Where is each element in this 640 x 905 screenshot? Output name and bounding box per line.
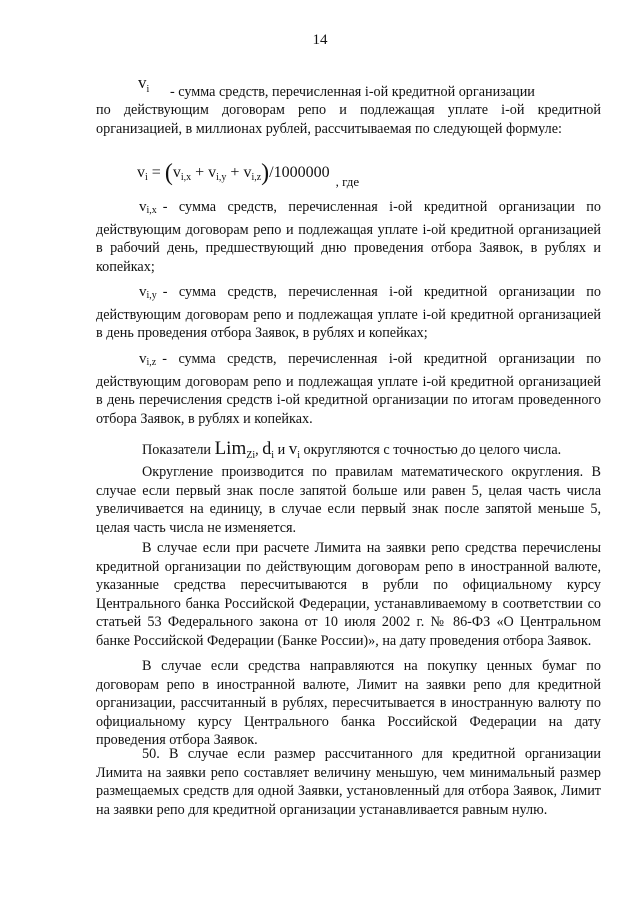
definition-z-sub: i,z (146, 357, 157, 368)
definition-y (96, 283, 601, 343)
definition-x-text: - сумма средств, перечисленная i-ой кредитной организации по действующим договорам репо и подлежащая уплате i-ой кредитной организацией в рабочий день, предшествующий дню проведения отбора Заявок, в рублях и копейках; (96, 199, 601, 275)
definition-x-v: v (139, 199, 147, 215)
formula-term-y: v (208, 164, 217, 181)
definition-x (96, 198, 601, 276)
definition-z (96, 350, 601, 428)
intro-rest: по действующим договорам репо и подлежащая уплате i-ой кредитной организацией, в миллионах рублей, рассчитываемая по следующей формуле: (96, 102, 601, 137)
formula (137, 160, 359, 187)
indicator-d-sub: i (271, 449, 275, 461)
formula-term-z: v (243, 164, 252, 181)
formula-term-y-sub: i,y (216, 172, 227, 183)
definition-z-symbol (139, 350, 156, 373)
definition-y-symbol (139, 283, 157, 306)
formula-divisor: /1000000 (269, 164, 330, 181)
indicator-v-sub: i (297, 449, 300, 461)
formula-term-x-sub: i,x (180, 172, 192, 183)
formula-eq: = (147, 164, 165, 181)
formula-term-x: v (172, 164, 181, 181)
paragraph-rounding: Округление производится по правилам математического округления. В случае если первый знак после запятой больше или равен 5, целая часть числа увеличивается на единицу, в случае если первый знак после запятой меньше 5, целая часть числа не изменяется. (96, 464, 601, 536)
formula-where: , где (335, 174, 360, 189)
paragraph-50: 50. В случае если размер рассчитанного для кредитной организации Лимита на заявки репо составляет величину меньшую, чем минимальный размер размещаемых средств для одной Заявки, установленный для отбора Заявок, Лимит на заявки репо для кредитной организации устанавливается равным нулю. (96, 746, 601, 818)
intro-symbol (138, 73, 149, 95)
formula-lhs: v (137, 164, 145, 181)
formula-plus-1: + (191, 164, 209, 181)
definition-y-text: - сумма средств, перечисленная i-ой кредитной организации по действующим договорам репо и подлежащая уплате i-ой кредитной организацией в день проведения отбора Заявок, в рублях и копейках; (96, 284, 601, 342)
formula-term-z-sub: i,z (251, 172, 262, 183)
intro-first-line: - сумма средств, перечисленная i-ой кредитной организации (170, 84, 535, 100)
indicator-v: v (288, 439, 298, 458)
paragraph-securities-purchase: В случае если средства направляются на покупку ценных бумаг по договорам репо в иностранной валюте, Лимит на заявки репо для кредитной организации, рассчитанный в рублях, пересчитывается в иностранную валюту по официальному курсу Центрального банка Российской Федерации на дату проведения отбора Заявок. (96, 658, 601, 749)
indicator-lim-sub: Zi (246, 449, 256, 461)
indicators-line (142, 438, 561, 461)
indicators-and: и (277, 442, 286, 458)
indicators-suffix: округляются с точностью до целого числа. (303, 442, 562, 458)
indicator-d: d (262, 438, 272, 458)
page-number: 14 (312, 32, 328, 48)
formula-lhs-sub: i (145, 172, 148, 183)
intro-symbol-sub: i (146, 84, 150, 96)
definition-z-text: - сумма средств, перечисленная i-ой кредитной организации по действующим договорам репо и подлежащая уплате i-ой кредитной организацией в день перечисления средств i-ой кредитной организации по итогам проведенного отбора Заявок, в рублях и копейках. (96, 351, 601, 427)
definition-x-symbol (139, 198, 157, 221)
definition-z-v: v (139, 351, 147, 367)
intro-symbol-v: v (138, 73, 147, 92)
formula-close-paren: ) (261, 160, 270, 186)
paragraph-foreign-currency: В случае если при расчете Лимита на заявки репо средства перечислены кредитной организации по действующим договорам репо в иностранной валюте, указанные средства пересчитываются в рубли по официальному курсу Центрального банка Российской Федерации, устанавливаемому в соответствии со статьей 53 Федерального закона от 10 июля 2002 г. № 86-ФЗ «О Центральном банке Российской Федерации (Банке России)», на дату проведения отбора Заявок. (96, 540, 601, 649)
indicator-lim: Lim (214, 438, 247, 459)
formula-open-paren: ( (164, 160, 173, 186)
definition-y-v: v (139, 284, 147, 300)
definition-x-sub: i,x (146, 205, 157, 216)
indicators-comma: , (255, 442, 259, 458)
definition-y-sub: i,y (146, 290, 157, 301)
indicators-prefix: Показатели (142, 442, 212, 458)
formula-plus-2: + (226, 164, 244, 181)
